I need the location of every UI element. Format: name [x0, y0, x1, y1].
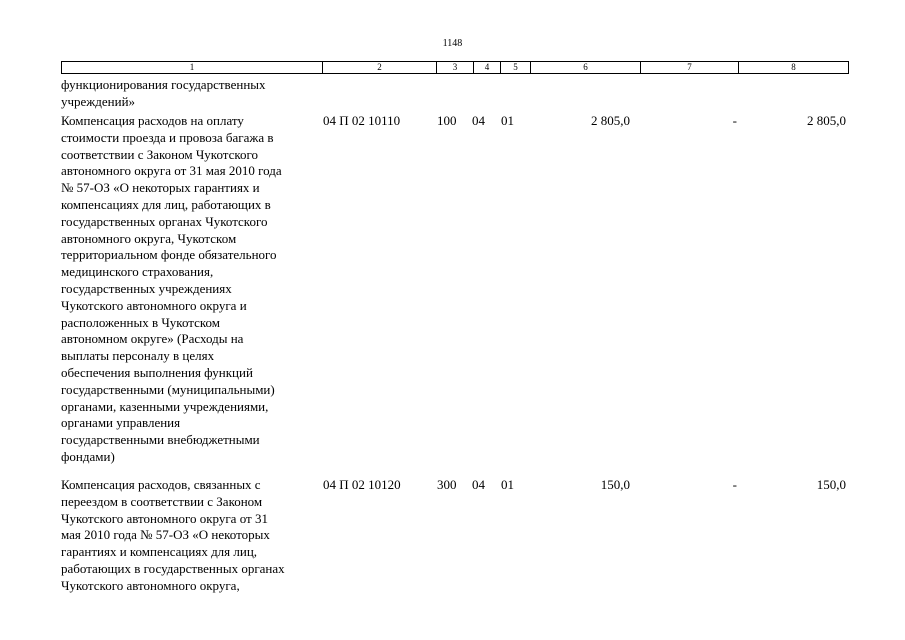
row-1-c5: 01	[501, 113, 514, 128]
column-header-7: 7	[640, 62, 738, 73]
column-header-3: 3	[436, 62, 473, 73]
column-header-6: 6	[530, 62, 640, 73]
row-1-c6: 2 805,0	[591, 113, 630, 128]
row-2-c4: 04	[472, 477, 485, 492]
column-header-1: 1	[189, 62, 195, 72]
column-header-5: 5	[500, 62, 530, 73]
row-0-name: функционирования государственных учреждений»	[61, 77, 266, 109]
row-1-code: 04 П 02 10110	[323, 113, 401, 128]
row-1-name: Компенсация расходов на оплату стоимости проезда и провоза багажа в соответствии с Законом Чукотского автономного округа от 31 мая 2010 года № 57-ОЗ «О некоторых гарантиях и компенсациях для лиц, работающих в государственных органах Чукотского автономного округа, Чукотском территориальном фонде обязательного медицинского страхования, государственных учреждениях Чукотского автономного округа и расположенных в Чукотском автономном округе» (Расходы на выплаты персоналу в целях обеспечения выполнения функций государственными (муниципальными) органами, казенными учреждениями, органами управления государственными внебюджетными фондами)	[61, 113, 282, 464]
row-2-name: Компенсация расходов, связанных с переездом в соответствии с Законом Чукотского автономного округа от 31 мая 2010 года № 57-ОЗ «О некоторых гарантиях и компенсациях для лиц, работающих в государственных органах Чукотского автономного округа,	[61, 477, 285, 593]
column-header-2: 2	[322, 62, 436, 73]
row-1-c8: 2 805,0	[807, 113, 846, 128]
row-2-code: 04 П 02 10120	[323, 477, 401, 492]
row-2-c8: 150,0	[816, 477, 846, 492]
row-2-c5: 01	[501, 477, 514, 492]
column-number-header	[61, 61, 849, 74]
row-1-c3: 100	[437, 113, 457, 128]
row-1-c4: 04	[472, 113, 485, 128]
row-1-c7: -	[732, 113, 737, 128]
row-2-c6: 150,0	[600, 477, 630, 492]
row-2-c7: -	[732, 477, 737, 492]
row-2-c3: 300	[437, 477, 457, 492]
column-header-8: 8	[738, 62, 848, 73]
column-header-4: 4	[473, 62, 500, 73]
page-number: 1148	[442, 38, 463, 49]
